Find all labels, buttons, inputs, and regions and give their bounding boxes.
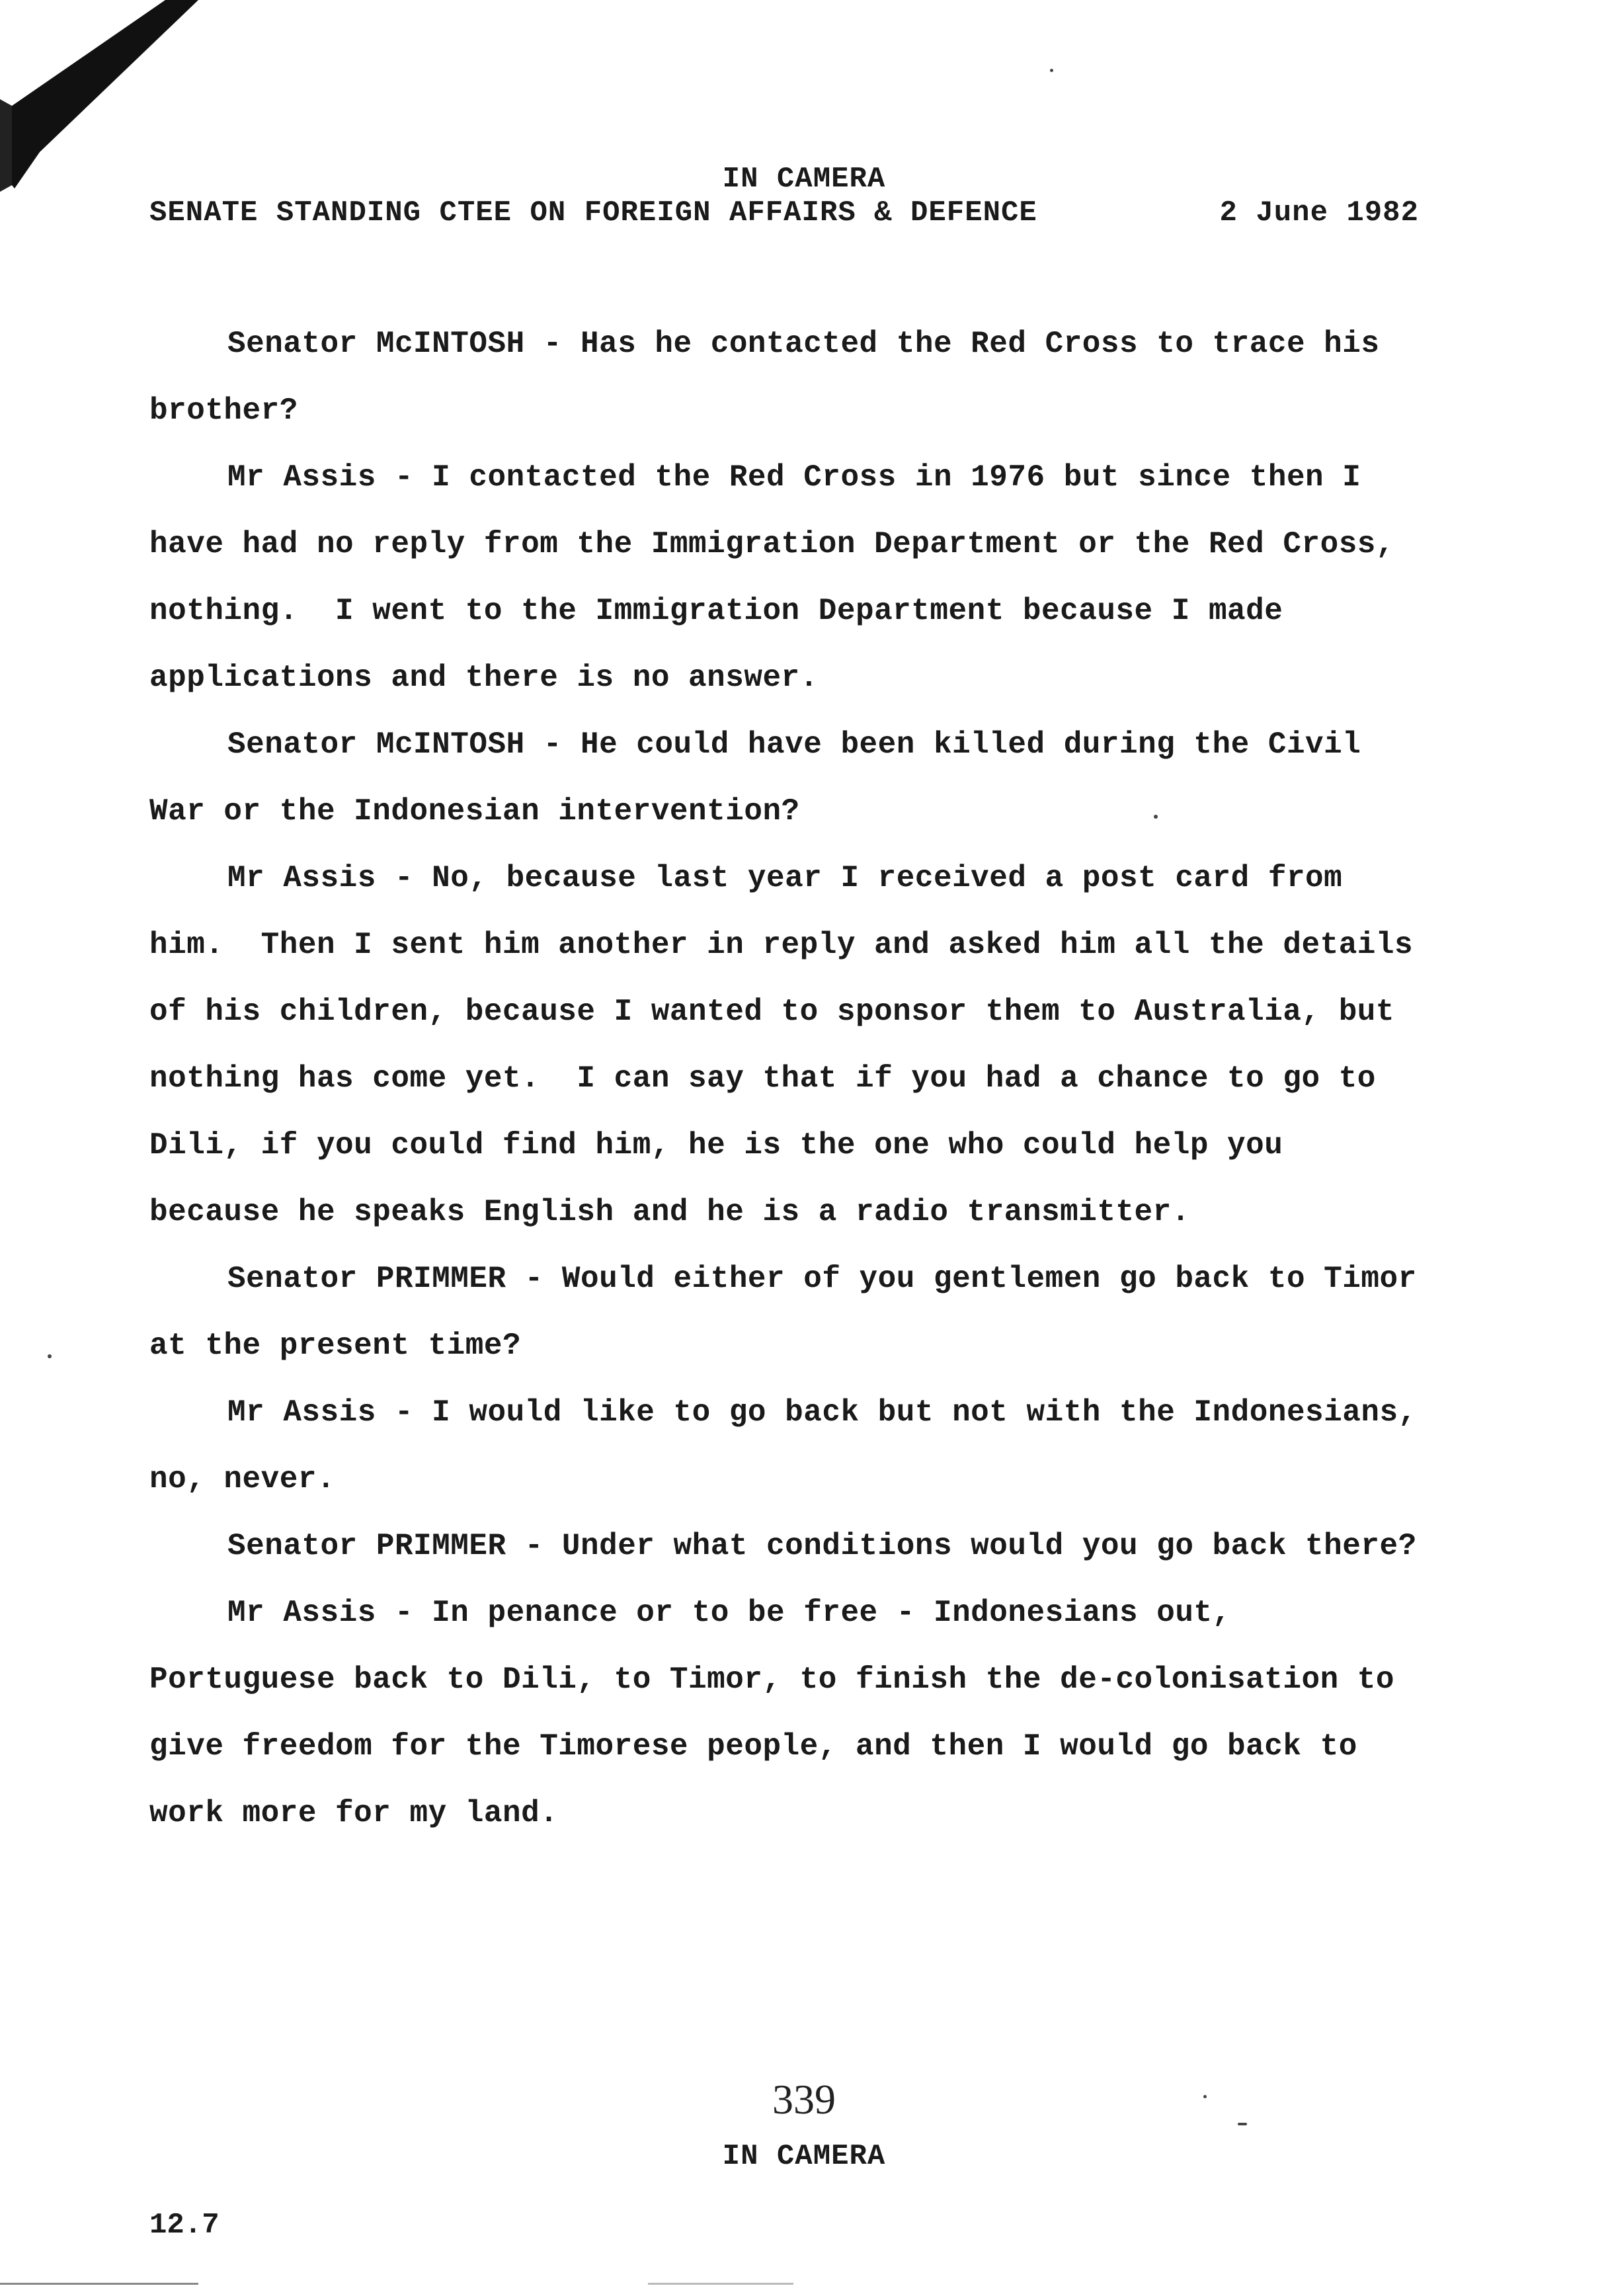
header-date: 2 June 1982 xyxy=(1219,196,1419,229)
paragraph: Senator McINTOSH - He could have been killed during the Civil War or the Indonesian intervention? xyxy=(149,727,1380,829)
scan-edge-line xyxy=(648,2283,793,2285)
paragraph: Senator PRIMMER - Would either of you gentlemen go back to Timor at the present time? xyxy=(149,1262,1435,1363)
paragraph: Mr Assis - No, because last year I received a post card from him. Then I sent him another in reply and asked him all the details of his children, because I wanted to sponsor them to Australia, but nothing has come yet. I can say that if you had a chance to go to Dili, if you could find him, he is the one who could help you because he speaks English and he is a radio transmitter. xyxy=(149,861,1432,1229)
folio-number: 12.7 xyxy=(149,2209,220,2242)
paragraph: Senator PRIMMER - Under what conditions would you go back there? xyxy=(227,1529,1417,1563)
paragraph: Senator McINTOSH - Has he contacted the Red Cross to trace his brother? xyxy=(149,327,1398,428)
scan-edge-line xyxy=(0,2283,198,2285)
scan-speck xyxy=(48,1354,52,1358)
header-line xyxy=(149,196,1419,229)
page-number: 339 xyxy=(772,2076,836,2123)
scan-speck xyxy=(1154,815,1158,819)
scan-speck xyxy=(1203,2095,1207,2098)
scan-speck xyxy=(1238,2123,1247,2125)
header-classification: IN CAMERA xyxy=(722,163,886,196)
header-committee: SENATE STANDING CTEE ON FOREIGN AFFAIRS & DEFENCE xyxy=(149,196,1037,229)
footer-classification: IN CAMERA xyxy=(722,2140,886,2173)
scan-speck xyxy=(1050,69,1053,72)
paragraph: Mr Assis - I would like to go back but not with the Indonesians, no, never. xyxy=(149,1395,1435,1496)
paragraph: Mr Assis - In penance or to be free - Indonesians out, Portuguese back to Dili, to Timor, to finish the de-colonisation to give freedom for the Timorese people, and then I would go back to work more for my land. xyxy=(149,1596,1414,1830)
paragraph: Mr Assis - I contacted the Red Cross in 1976 but since then I have had no reply from the Immigration Department or the Red Cross, nothing. I went to the Immigration Department because I made applications and there is no answer. xyxy=(149,460,1414,695)
transcript-body xyxy=(149,311,1435,1847)
